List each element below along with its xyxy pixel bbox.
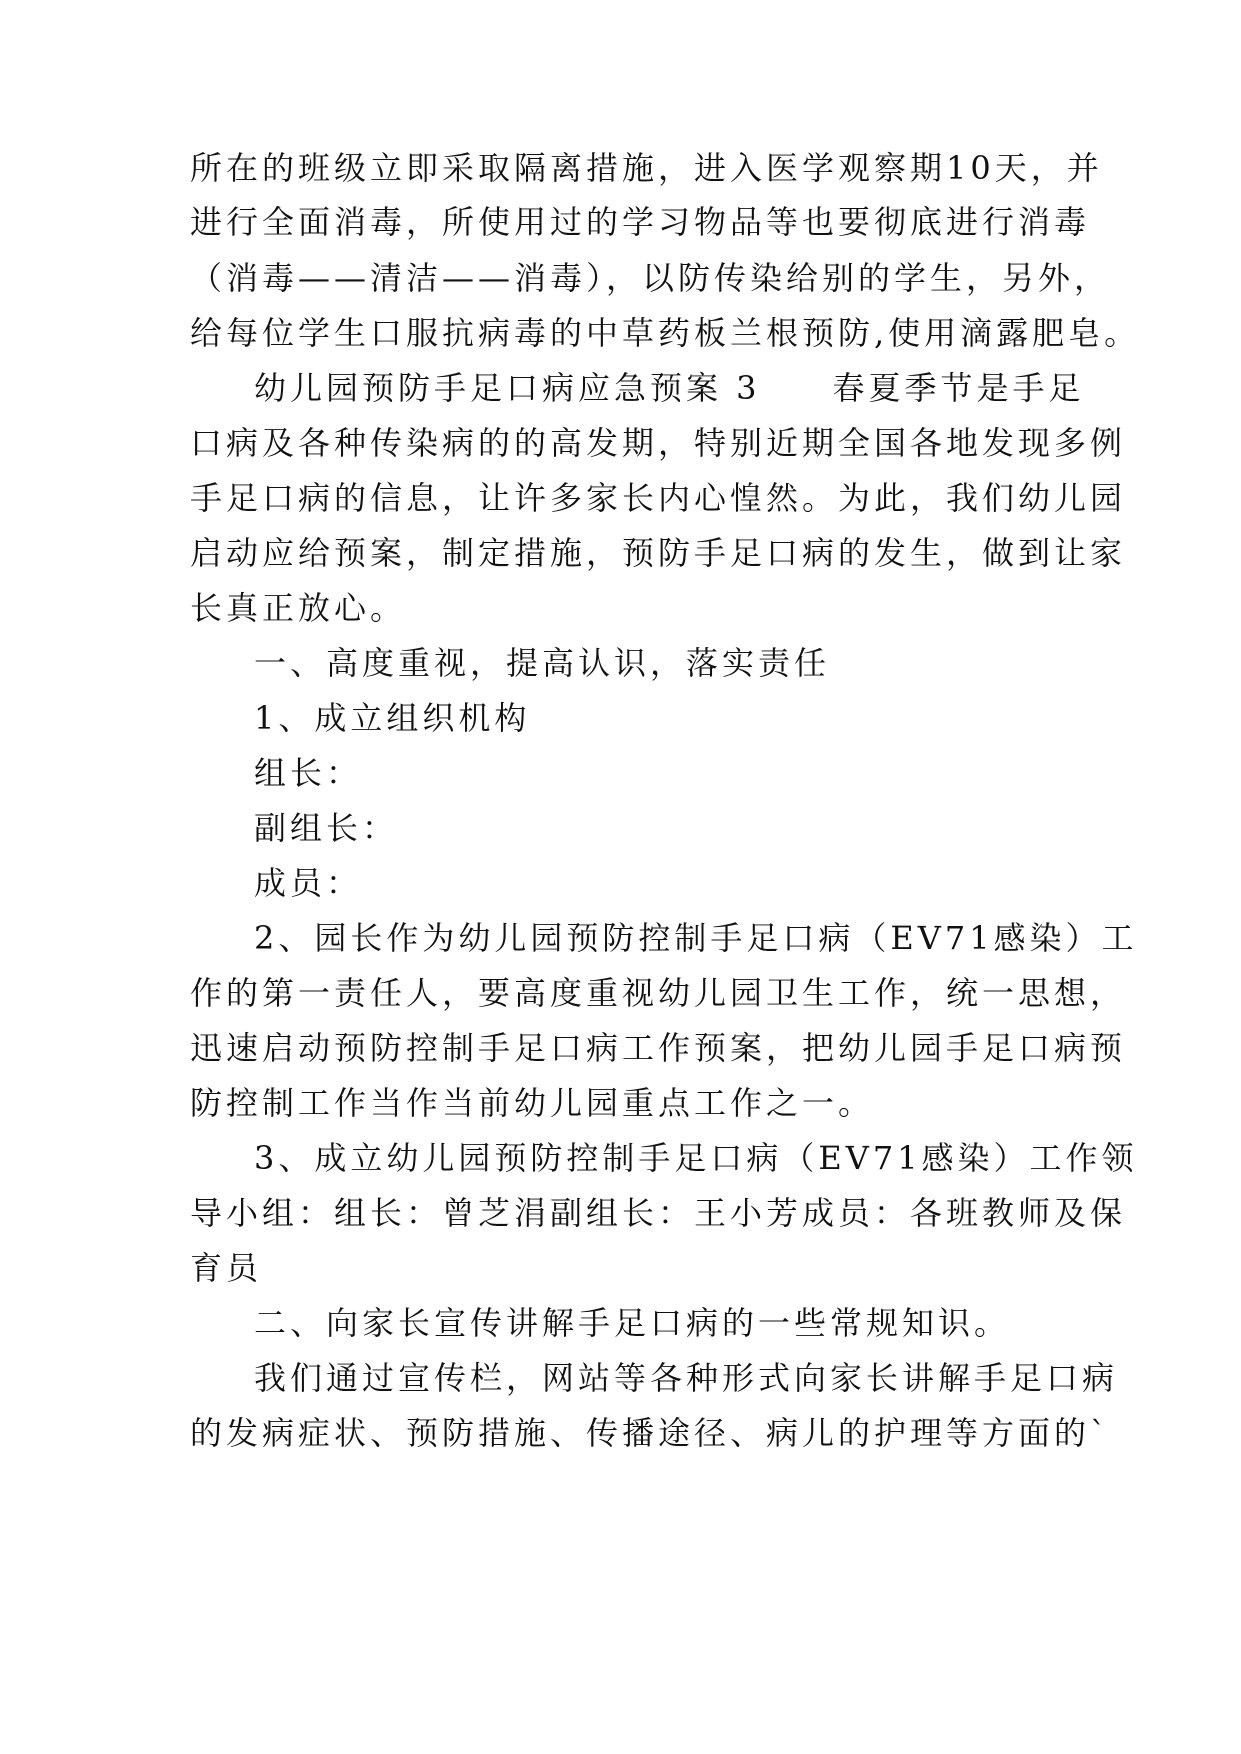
text-line: 进行全面消毒，所使用过的学习物品等也要彻底进行消毒 [190,203,1091,241]
text-line: 导小组：组长：曾芝涓副组长：王小芳成员：各班教师及保 [190,1194,1127,1232]
text-line: 作的第一责任人，要高度重视幼儿园卫生工作，统一思想， [190,974,1127,1012]
section-heading: 二、向家长宣传讲解手足口病的一些常规知识。 [254,1304,1011,1342]
text-line: （消毒——清洁——消毒），以防传染给别的学生，另外， [190,259,1111,297]
text-line: 我们通过宣传栏，网站等各种形式向家长讲解手足口病 [254,1359,1119,1397]
text-line: 防控制工作当作当前幼儿园重点工作之一。 [190,1084,875,1122]
section-heading: 一、高度重视，提高认识，落实责任 [254,644,831,682]
text-line: 成员： [254,864,363,902]
text-line: 育员 [190,1249,263,1287]
text-line: 1、成立组织机构 [254,699,531,737]
text-line: 给每位学生口服抗病毒的中草药板兰根预防,使用滴露肥皂。 [190,314,1141,352]
text-line: 启动应给预案，制定措施，预防手足口病的发生，做到让家 [190,534,1127,572]
text-line: 幼儿园预防手足口病应急预案 3 春夏季节是手足 [254,369,1085,407]
text-line: 手足口病的信息，让许多家长内心惶然。为此，我们幼儿园 [190,479,1127,517]
text-line: 长真正放心。 [190,589,407,627]
text-line: 组长： [254,754,363,792]
text-line: 副组长： [254,809,399,847]
text-line: 的发病症状、预防措施、传播途径、病儿的护理等方面的` [190,1414,1111,1452]
text-line: 口病及各种传染病的的高发期，特别近期全国各地发现多例 [190,424,1127,462]
text-line: 迅速启动预防控制手足口病工作预案，把幼儿园手足口病预 [190,1029,1127,1067]
text-line: 3、成立幼儿园预防控制手足口病（EV71感染）工作领 [254,1139,1138,1177]
text-line: 2、园长作为幼儿园预防控制手足口病（EV71感染）工 [254,919,1138,957]
text-line: 所在的班级立即采取隔离措施，进入医学观察期10天，并 [190,149,1103,187]
